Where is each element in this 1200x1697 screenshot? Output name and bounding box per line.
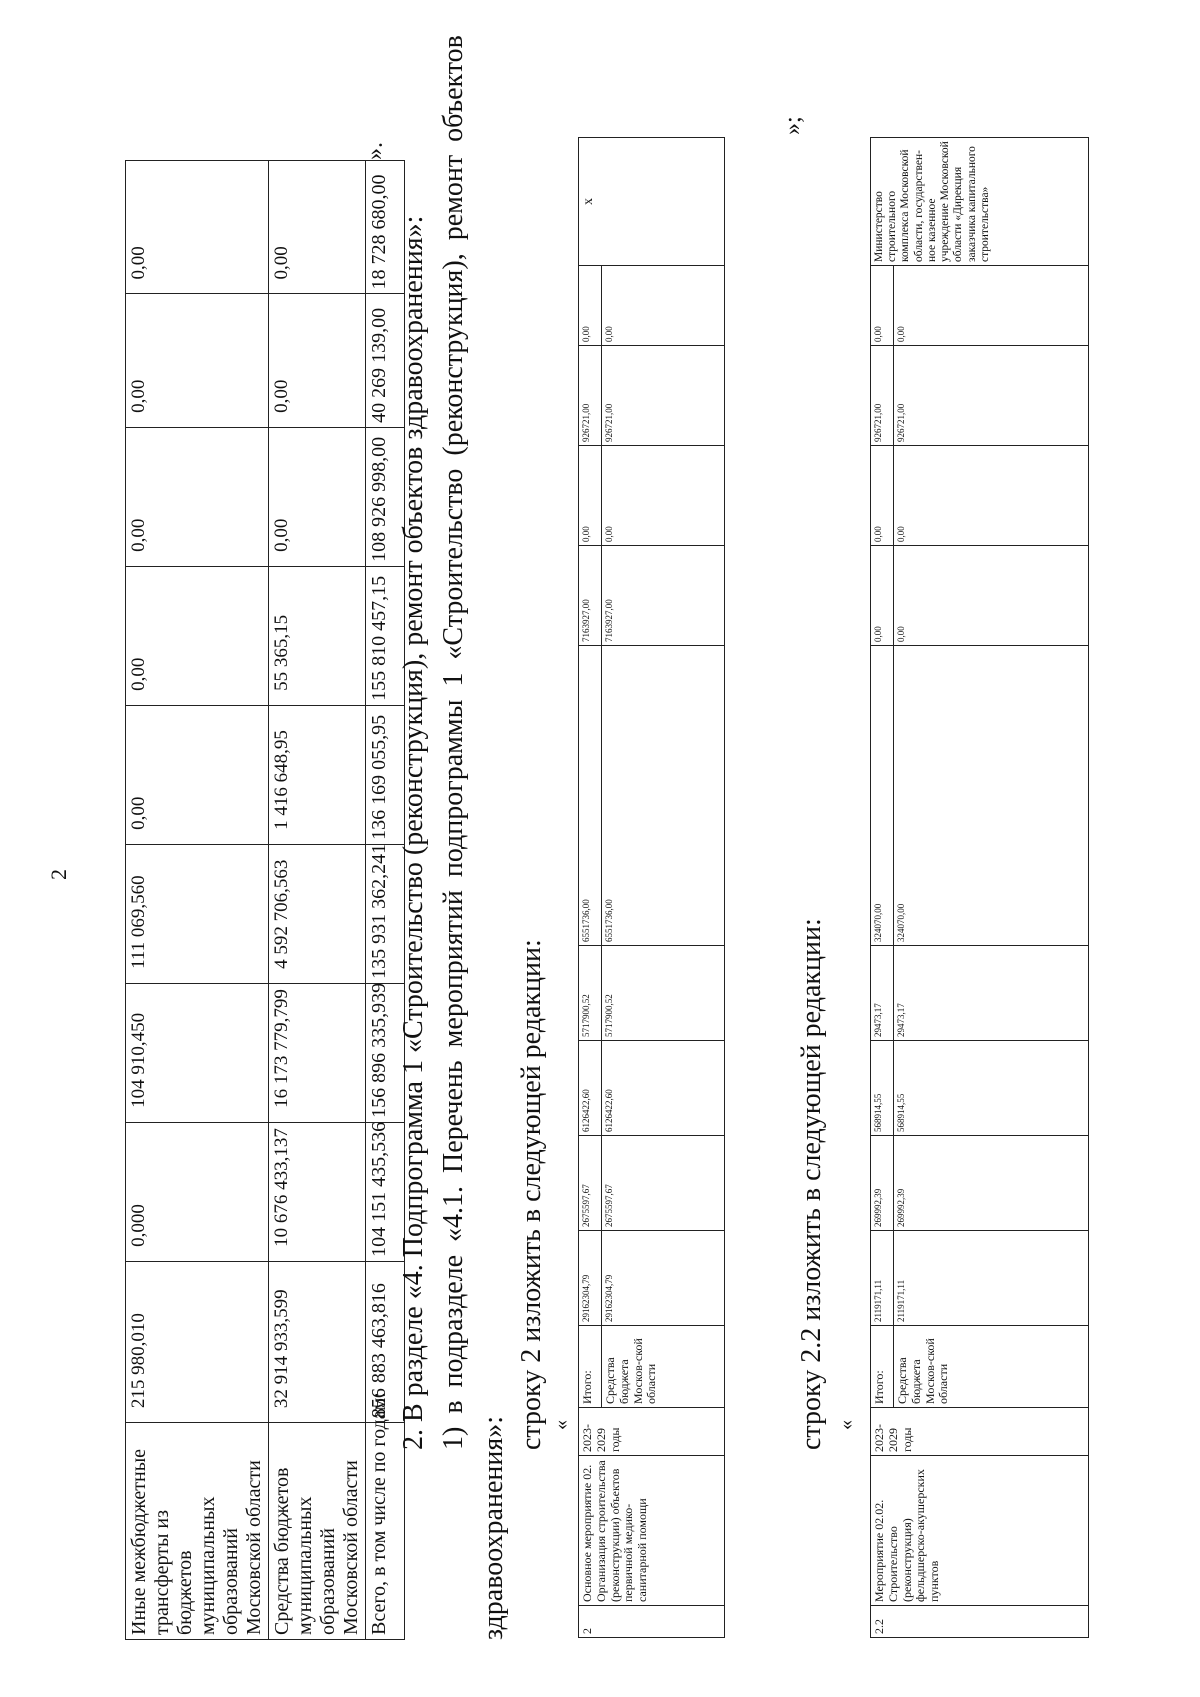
cell-value: 0,00 (269, 161, 366, 294)
table-row (871, 138, 894, 1638)
cell-value: 104 151 435,536 (366, 1122, 405, 1261)
cell-value: 5717900,52 (579, 946, 602, 1041)
closing-quote: »; (780, 116, 806, 135)
cell-value: 269992,39 (894, 1136, 1089, 1231)
cell-value: 926721,00 (894, 346, 1089, 446)
cell-value: 0,00 (126, 705, 269, 844)
cell-value: 0,00 (126, 294, 269, 427)
row2-instruction: строку 2 изложить в следующей редакции: (516, 939, 547, 1450)
rotated-page (40, 35, 1180, 1640)
cell-value: 0,00 (126, 566, 269, 705)
cell-value: 136 169 055,95 (366, 705, 405, 844)
period: 2023-2029 годы (579, 1408, 725, 1456)
cell-value: 6551736,00 (602, 646, 725, 946)
cell-value: 6551736,00 (579, 646, 602, 946)
period: 2023-2029 годы (871, 1408, 1089, 1456)
row-number: 2 (579, 1606, 725, 1638)
funding-source: Средства бюджета Москов-ской области (602, 1326, 725, 1408)
cell-value: 2119171,11 (894, 1231, 1089, 1326)
cell-value: 856 883 463,816 (366, 1261, 405, 1422)
row-number: 2.2 (871, 1606, 1089, 1638)
cell-value: 2119171,11 (871, 1231, 894, 1326)
funding-source: Средства бюджета Москов-ской области (894, 1326, 1089, 1408)
cell-value: 324070,00 (871, 646, 894, 946)
cell-value: 0,00 (126, 161, 269, 294)
cell-value: 4 592 706,563 (269, 844, 366, 983)
cell-value: 6126422,60 (602, 1041, 725, 1136)
row-label: Иные межбюджетные трансферты из бюджетов муниципальных образований Московской области (126, 1423, 269, 1640)
cell-value: 926721,00 (871, 346, 894, 446)
cell-value: 215 980,010 (126, 1261, 269, 1422)
cell-value: 108 926 998,00 (366, 427, 405, 566)
cell-value: 32 914 933,599 (269, 1261, 366, 1422)
cell-value: 2675597,67 (602, 1136, 725, 1231)
cell-value: 568914,55 (871, 1041, 894, 1136)
row22-instruction: строку 2.2 изложить в следующей редакции: (796, 918, 827, 1450)
cell-value: 0,00 (579, 446, 602, 546)
cell-value: 135 931 362,241 (366, 844, 405, 983)
cell-value: 0,00 (126, 427, 269, 566)
responsible: Министерство строительного комплекса Московской области, государствен-ное казенное учреждение Московской области «Дирекция заказчика капитального строительства» (871, 138, 1089, 266)
cell-value: 29162304,79 (579, 1231, 602, 1326)
table-row (579, 138, 602, 1638)
row-label: Средства бюджетов муниципальных образований Московской области (269, 1423, 366, 1640)
cell-value: 2675597,67 (579, 1136, 602, 1231)
closing-quote: ». (362, 142, 388, 160)
cell-value: 55 365,15 (269, 566, 366, 705)
cell-value: 324070,00 (894, 646, 1089, 946)
cell-value: 0,00 (602, 446, 725, 546)
cell-value: 18 728 680,00 (366, 161, 405, 294)
cell-value: 0,00 (871, 446, 894, 546)
cell-value: 926721,00 (602, 346, 725, 446)
cell-value: 269992,39 (871, 1136, 894, 1231)
total-label: Итого: (579, 1326, 602, 1408)
subitem-paragraph-continued: здравоохранения»: (478, 1415, 509, 1640)
opening-quote: « (550, 1420, 572, 1430)
subitem-paragraph: 1) в подразделе «4.1. Перечень мероприятий подпрограммы 1 «Строительство (реконструкция), ремонт объектов (438, 35, 469, 1450)
cell-value: 0,00 (602, 266, 725, 346)
cell-value: 926721,00 (579, 346, 602, 446)
section-heading: 2. В разделе «4. Подпрограмма 1 «Строительство (реконструкция), ремонт объектов здравоохранения»: (398, 215, 429, 1450)
measure-name: Мероприятие 02.02. Строительство (реконструкция) фельдшерско-акушерских пунктов (871, 1456, 1089, 1606)
cell-value: 40 269 139,00 (366, 294, 405, 427)
cell-value: 29473,17 (894, 946, 1089, 1041)
budget-table (125, 160, 405, 1640)
cell-value: 29473,17 (871, 946, 894, 1041)
cell-value: 1 416 648,95 (269, 705, 366, 844)
page-number: 2 (46, 869, 71, 880)
cell-value: 5717900,52 (602, 946, 725, 1041)
cell-value: 0,00 (269, 294, 366, 427)
table-row (269, 161, 366, 1640)
measure-name: Основное мероприятие 02. Организация строительства (реконструкции) объектов первичной медико-санитарной помощи (579, 1456, 725, 1606)
total-label: Итого: (871, 1326, 894, 1408)
cell-value: 16 173 779,799 (269, 983, 366, 1122)
cell-value: 0,00 (894, 266, 1089, 346)
cell-value: 29162304,79 (602, 1231, 725, 1326)
responsible: х (579, 138, 725, 266)
cell-value: 156 896 335,939 (366, 983, 405, 1122)
cell-value: 104 910,450 (126, 983, 269, 1122)
cell-value: 0,00 (579, 266, 602, 346)
cell-value: 111 069,560 (126, 844, 269, 983)
table-row (126, 161, 269, 1640)
cell-value: 155 810 457,15 (366, 566, 405, 705)
cell-value: 0,00 (894, 546, 1089, 646)
cell-value: 6126422,60 (579, 1041, 602, 1136)
row-label: Всего, в том числе по годам: (366, 1423, 405, 1640)
cell-value: 10 676 433,137 (269, 1122, 366, 1261)
cell-value: 7163927,00 (579, 546, 602, 646)
cell-value: 0,00 (269, 427, 366, 566)
opening-quote: « (835, 1420, 857, 1430)
measure-table-row-2-2 (870, 137, 1089, 1638)
cell-value: 0,00 (871, 546, 894, 646)
cell-value: 0,000 (126, 1122, 269, 1261)
measure-table-row-2 (578, 137, 725, 1638)
cell-value: 0,00 (894, 446, 1089, 546)
cell-value: 0,00 (871, 266, 894, 346)
cell-value: 568914,55 (894, 1041, 1089, 1136)
cell-value: 7163927,00 (602, 546, 725, 646)
